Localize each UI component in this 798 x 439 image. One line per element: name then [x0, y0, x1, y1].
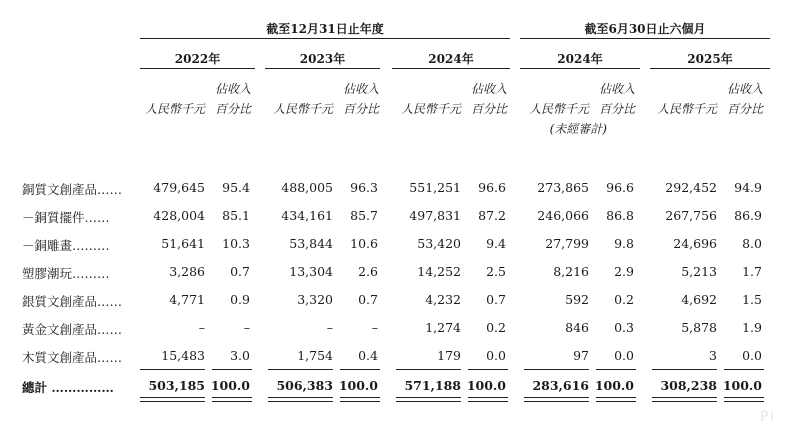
cell: 9.8 [614, 236, 634, 251]
cell: 0.2 [486, 320, 506, 335]
pct-header-line2: 百分比 [598, 102, 635, 116]
cell: 0.0 [742, 348, 762, 363]
watermark: Pi [759, 409, 776, 425]
cell: 85.7 [350, 208, 378, 223]
cell: 95.4 [222, 180, 250, 195]
cell: 0.7 [358, 292, 378, 307]
cell: 267,756 [665, 208, 717, 223]
total-label: 總計 …………… [22, 380, 114, 395]
total-cell: 571,188 [404, 378, 461, 393]
row-label-copper-ornaments: －銅質擺件…… [22, 210, 110, 225]
total-double-rule [268, 397, 333, 402]
row-label-plastic-toys: 塑膠潮玩……… [22, 266, 110, 281]
year-rule-2024-interim [520, 68, 640, 69]
cell: 4,232 [425, 292, 461, 307]
total-double-rule [468, 397, 508, 402]
subtotal-rule [652, 369, 717, 370]
row-label-wood: 木質文創產品…… [22, 350, 123, 365]
subtotal-rule [596, 369, 636, 370]
cell: 2.5 [486, 264, 506, 279]
pct-header-line1: 佔收入 [470, 82, 507, 96]
pct-header-line1: 佔收入 [726, 82, 763, 96]
subtotal-rule [396, 369, 461, 370]
year-rule-2023 [265, 68, 380, 69]
pct-header-line2: 百分比 [342, 102, 379, 116]
year-header-2023: 2023年 [299, 52, 346, 66]
cell: 246,066 [537, 208, 589, 223]
unit-header: 人民幣千元 [272, 102, 333, 116]
total-double-rule [396, 397, 461, 402]
cell: 14,252 [417, 264, 461, 279]
total-cell: 283,616 [532, 378, 589, 393]
cell: 85.1 [222, 208, 250, 223]
cell: 15,483 [161, 348, 205, 363]
cell: 1.5 [742, 292, 762, 307]
cell: 2.6 [358, 264, 378, 279]
interim-group-rule [520, 38, 770, 39]
cell: 1.7 [742, 264, 762, 279]
cell: 53,420 [417, 236, 461, 251]
cell: 551,251 [409, 180, 461, 195]
cell: 0.3 [614, 320, 634, 335]
subtotal-rule [724, 369, 764, 370]
pct-header-line1: 佔收入 [598, 82, 635, 96]
cell: 1,274 [425, 320, 461, 335]
annual-group-header: 截至12月31日止年度 [266, 22, 384, 36]
cell: 4,692 [681, 292, 717, 307]
cell: 3,320 [297, 292, 333, 307]
total-double-rule [652, 397, 717, 402]
total-double-rule [140, 397, 205, 402]
row-label-copper: 銅質文創產品…… [22, 182, 123, 197]
total-double-rule [212, 397, 252, 402]
cell: 86.9 [734, 208, 762, 223]
cell: 0.9 [230, 292, 250, 307]
cell: 0.0 [486, 348, 506, 363]
cell: 13,304 [289, 264, 333, 279]
cell: 4,771 [169, 292, 205, 307]
cell: 97 [573, 348, 589, 363]
cell: 27,799 [545, 236, 589, 251]
cell: 0.4 [358, 348, 378, 363]
cell: 292,452 [665, 180, 717, 195]
cell: 3.0 [230, 348, 250, 363]
cell: 8.0 [742, 236, 762, 251]
cell: 434,161 [281, 208, 333, 223]
total-double-rule [724, 397, 764, 402]
total-cell: 100.0 [722, 378, 762, 393]
subtotal-rule [212, 369, 252, 370]
pct-header-line2: 百分比 [470, 102, 507, 116]
subtotal-rule [340, 369, 380, 370]
cell: 5,878 [681, 320, 717, 335]
cell: – [198, 320, 205, 335]
total-cell: 308,238 [660, 378, 717, 393]
cell: 273,865 [537, 180, 589, 195]
unaudited-note: (未經審計) [549, 122, 607, 136]
unit-header: 人民幣千元 [400, 102, 461, 116]
cell: 0.2 [614, 292, 634, 307]
row-label-gold: 黃金文創產品…… [22, 322, 123, 337]
row-label-silver: 銀質文創產品…… [22, 294, 123, 309]
pct-header-line2: 百分比 [214, 102, 251, 116]
year-header-2024-interim: 2024年 [557, 52, 603, 66]
year-header-2022: 2022年 [174, 52, 221, 66]
subtotal-rule [524, 369, 589, 370]
year-header-2024-annual: 2024年 [428, 52, 474, 66]
cell: 24,696 [673, 236, 717, 251]
pct-header-line2: 百分比 [726, 102, 763, 116]
cell: 1.9 [742, 320, 762, 335]
total-cell: 506,383 [276, 378, 333, 393]
cell: 3 [709, 348, 717, 363]
subtotal-rule [468, 369, 508, 370]
row-label-copper-paintings: －銅雕畫……… [22, 238, 110, 253]
unit-header: 人民幣千元 [656, 102, 717, 116]
cell: 96.6 [478, 180, 506, 195]
total-cell: 503,185 [148, 378, 205, 393]
year-rule-2024-annual [392, 68, 510, 69]
cell: 592 [565, 292, 589, 307]
cell: 2.9 [614, 264, 634, 279]
cell: 10.6 [350, 236, 378, 251]
cell: 96.3 [350, 180, 378, 195]
cell: – [326, 320, 333, 335]
cell: 10.3 [222, 236, 250, 251]
cell: 488,005 [281, 180, 333, 195]
pct-header-line1: 佔收入 [342, 82, 379, 96]
cell: 94.9 [734, 180, 762, 195]
total-cell: 100.0 [338, 378, 378, 393]
cell: 479,645 [153, 180, 205, 195]
year-rule-2022 [140, 68, 255, 69]
cell: 0.7 [230, 264, 250, 279]
year-rule-2025 [650, 68, 770, 69]
cell: 5,213 [681, 264, 717, 279]
total-cell: 100.0 [594, 378, 634, 393]
total-double-rule [596, 397, 636, 402]
subtotal-rule [140, 369, 205, 370]
annual-group-rule [140, 38, 510, 39]
cell: 8,216 [553, 264, 589, 279]
unit-header: 人民幣千元 [144, 102, 205, 116]
cell: 51,641 [161, 236, 205, 251]
total-double-rule [340, 397, 380, 402]
year-header-2025: 2025年 [687, 52, 733, 66]
total-double-rule [524, 397, 589, 402]
cell: 1,754 [297, 348, 333, 363]
cell: – [243, 320, 250, 335]
cell: 3,286 [169, 264, 205, 279]
subtotal-rule [268, 369, 333, 370]
cell: 428,004 [153, 208, 205, 223]
unit-header: 人民幣千元 [528, 102, 589, 116]
cell: 53,844 [289, 236, 333, 251]
cell: 0.7 [486, 292, 506, 307]
cell: 9.4 [486, 236, 506, 251]
cell: 96.6 [606, 180, 634, 195]
cell: 846 [565, 320, 589, 335]
cell: 86.8 [606, 208, 634, 223]
cell: – [371, 320, 378, 335]
total-cell: 100.0 [466, 378, 506, 393]
pct-header-line1: 佔收入 [214, 82, 251, 96]
cell: 0.0 [614, 348, 634, 363]
interim-group-header: 截至6月30日止六個月 [584, 22, 706, 36]
cell: 87.2 [478, 208, 506, 223]
cell: 179 [437, 348, 461, 363]
total-cell: 100.0 [210, 378, 250, 393]
cell: 497,831 [409, 208, 461, 223]
